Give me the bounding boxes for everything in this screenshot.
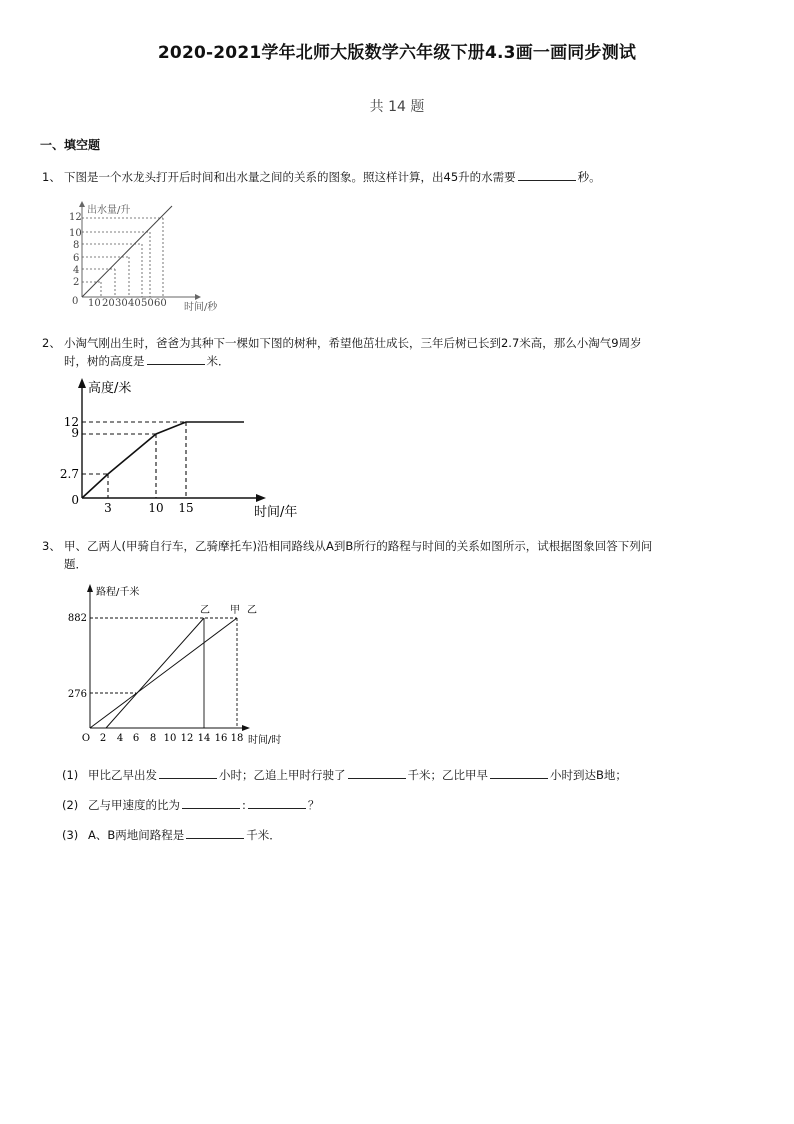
x-axis-label: 时间/时 [248, 735, 282, 746]
sub-question-3 [62, 826, 281, 843]
sub-question-2 [62, 796, 319, 813]
x-tick-label: 10 [163, 733, 177, 744]
x-tick-label: 30 [115, 298, 128, 309]
sub-text: 小时；乙追上甲时行驶了 [219, 768, 346, 782]
chart-q1 [58, 198, 238, 316]
q1-y-ticks [69, 212, 82, 307]
question-1 [42, 168, 742, 186]
question-text: 时，树的高度是 [64, 354, 145, 368]
series-yi-line [106, 618, 204, 728]
x-tick-label: 60 [154, 298, 167, 309]
answer-blank[interactable] [490, 766, 548, 779]
answer-blank[interactable] [186, 826, 244, 839]
y-tick-label: 2.7 [59, 467, 79, 481]
question-number: 2、 [42, 336, 61, 350]
series-label-jia: 甲 [230, 605, 240, 616]
y-tick-label: 6 [73, 253, 80, 264]
y-tick-label: 8 [73, 240, 80, 251]
x-tick-label: 50 [141, 298, 154, 309]
y-tick-label: 12 [69, 212, 82, 223]
question-text: 小淘气刚出生时，爸爸为其种下一棵如下图的树种，希望他茁壮成长，三年后树已长到2.7米高，那么小淘气9周岁 [64, 336, 642, 350]
sub-number: (2) [62, 798, 79, 812]
x-tick-label: 10 [148, 501, 164, 515]
y-axis-label: 出水量/升 [87, 205, 131, 216]
x-tick-label: 12 [180, 733, 194, 744]
answer-blank[interactable] [348, 766, 406, 779]
sub-text: 千米；乙比甲早 [407, 768, 488, 782]
y-axis-label: 高度/米 [88, 381, 132, 396]
y-tick-label: 10 [69, 228, 82, 239]
sub-text: 千米． [246, 828, 281, 842]
x-tick-label: 40 [128, 298, 141, 309]
sub-text: A、B两地间路程是 [88, 828, 185, 842]
data-line [82, 422, 244, 498]
y-tick-label: 0 [71, 493, 79, 507]
sub-text: ？ [307, 798, 320, 812]
x-tick-label: 4 [116, 733, 124, 744]
y-tick-label: 12 [63, 415, 79, 429]
x-tick-label: 10 [88, 298, 101, 309]
chart-q2 [52, 374, 322, 524]
y-tick-label: 9 [71, 426, 79, 440]
x-tick-label: 6 [132, 733, 140, 744]
answer-blank[interactable] [248, 796, 306, 809]
series-jia-line [90, 618, 237, 728]
answer-blank[interactable] [182, 796, 240, 809]
y-tick-label: 2 [73, 277, 80, 288]
sub-text: : [242, 798, 246, 812]
x-tick-label: 20 [102, 298, 115, 309]
answer-blank[interactable] [147, 352, 205, 365]
sub-number: (3) [62, 828, 79, 842]
y-tick-label: 0 [72, 296, 79, 307]
x-tick-label: 3 [104, 501, 112, 515]
x-axis-label: 时间/秒 [184, 302, 218, 313]
question-number: 1、 [42, 170, 61, 184]
y-tick-label: 276 [67, 689, 87, 700]
question-text: 下图是一个水龙头打开后时间和出水量之间的关系的图象。照这样计算，出45升的水需要 [64, 170, 516, 184]
sub-number: (1) [62, 768, 79, 782]
question-text: 题． [64, 557, 87, 571]
x-tick-label: O [81, 733, 91, 744]
x-tick-label: 2 [99, 733, 107, 744]
page-title: 2020-2021学年北师大版数学六年级下册4.3画一画同步测试 [157, 43, 637, 63]
chart-q3 [60, 580, 300, 750]
x-tick-label: 15 [178, 501, 194, 515]
x-axis-label: 时间/年 [254, 505, 298, 520]
answer-blank[interactable] [159, 766, 217, 779]
y-tick-label: 882 [67, 613, 87, 624]
question-text-end: 米． [206, 354, 230, 368]
question-number: 3、 [42, 539, 61, 553]
x-tick-label: 8 [149, 733, 157, 744]
sub-text: 甲比乙早出发 [88, 768, 157, 782]
question-text: 甲、乙两人(甲骑自行车，乙骑摩托车)沿相同路线从A到B所行的路程与时间的关系如图所示，试根据图象回答下列问 [64, 539, 653, 553]
sub-text: 乙与甲速度的比为 [88, 798, 180, 812]
series-label-yi: 乙 [200, 605, 210, 616]
sub-text: 小时到达B地； [550, 768, 627, 782]
series-label-yi: 乙 [247, 605, 257, 616]
x-tick-label: 18 [230, 733, 244, 744]
section-heading: 一、填空题 [40, 138, 101, 152]
question-count: 共 14 题 [369, 99, 425, 115]
data-line [82, 206, 172, 297]
answer-blank[interactable] [518, 168, 576, 181]
question-3 [42, 537, 742, 573]
x-tick-label: 16 [214, 733, 228, 744]
question-2 [42, 334, 742, 370]
y-tick-label: 4 [73, 265, 80, 276]
question-text-end: 秒。 [577, 170, 601, 184]
y-axis-label: 路程/千米 [96, 587, 140, 598]
sub-question-1 [62, 766, 627, 783]
x-tick-label: 14 [197, 733, 211, 744]
